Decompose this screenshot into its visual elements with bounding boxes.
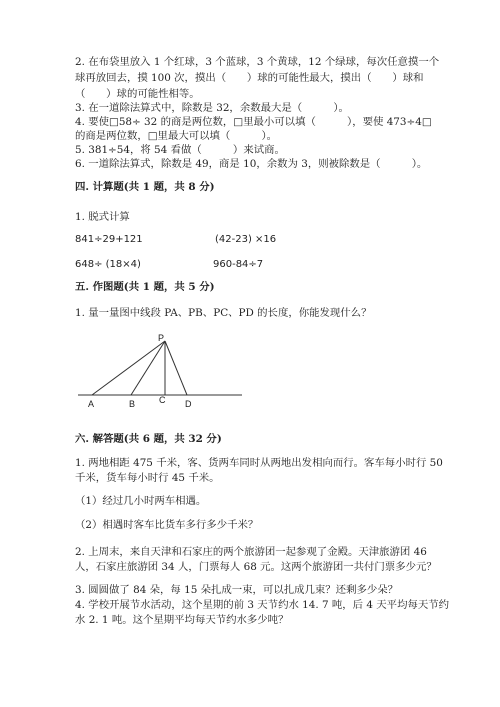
label-a: A bbox=[88, 399, 95, 409]
expr-2: (42-23) ×16 bbox=[215, 234, 277, 245]
q5-text: 5. 381÷54，将 54 看做（ ）来试商。 bbox=[75, 144, 285, 156]
section6-heading: 六. 解答题(共 6 题，共 32 分) bbox=[75, 433, 222, 445]
s6-q4-line1: 4. 学校开展节水活动，这个星期的前 3 天节约水 14. 7 吨，后 4 天平均每天节约 bbox=[75, 599, 450, 611]
segment-diagram bbox=[70, 333, 250, 413]
label-d: D bbox=[185, 399, 192, 409]
label-p: P bbox=[158, 333, 165, 343]
s6-q1-line1: 1. 两地相距 475 千米，客、货两车同时从两地出发相向而行。客车每小时行 50 bbox=[75, 457, 443, 469]
segment-pd bbox=[165, 341, 187, 395]
q2-line1: 2. 在布袋里放入 1 个红球，3 个蓝球，3 个黄球，12 个绿球，每次任意摸一个 bbox=[75, 56, 440, 68]
expr-1: 841÷29+121 bbox=[75, 234, 143, 245]
section4-heading: 四. 计算题(共 1 题，共 8 分) bbox=[75, 181, 215, 193]
q3-text: 3. 在一道除法算式中，除数是 32，余数最大是（ ）。 bbox=[75, 102, 349, 114]
s6-q1-line2: 千米，货车每小时行 45 千米。 bbox=[75, 472, 220, 484]
section5-heading: 五. 作图题(共 1 题，共 5 分) bbox=[75, 281, 215, 293]
segment-pa bbox=[92, 341, 165, 395]
expr-4: 960-84÷7 bbox=[213, 259, 264, 270]
section5-q1: 1. 量一量图中线段 PA、PB、PC、PD 的长度，你能发现什么？ bbox=[75, 307, 372, 319]
label-b: B bbox=[129, 399, 136, 409]
q4-line1: 4. 要使□58÷ 32 的商是两位数，□里最小可以填（ ），要使 473÷4□ bbox=[75, 116, 432, 128]
s6-q4-line2: 水 2. 1 吨。这个星期平均每天节约水多少吨？ bbox=[75, 614, 289, 626]
q2-line2: 球再放回去，摸 100 次，摸出（ ）球的可能性最大，摸出（ ）球和 bbox=[75, 72, 424, 84]
segment-pb bbox=[131, 341, 165, 395]
expr-3: 648÷ (18×4) bbox=[75, 259, 141, 270]
q2-line3: （ ）球的可能性相等。 bbox=[75, 88, 200, 100]
s6-q1-sub1: （1）经过几小时两车相遇。 bbox=[75, 495, 207, 507]
label-c: C bbox=[159, 395, 166, 405]
q4-line2: 的商是两位数，□里最大可以填（ ）。 bbox=[75, 130, 278, 142]
s6-q2-line1: 2. 上周末，来自天津和石家庄的两个旅游团一起参观了金殿。天津旅游团 46 bbox=[75, 546, 427, 558]
section4-q1-title: 1. 脱式计算 bbox=[75, 211, 130, 223]
s6-q2-line2: 人，石家庄旅游团 34 人，门票每人 68 元。这两个旅游团一共付门票多少元？ bbox=[75, 561, 437, 573]
s6-q3: 3. 圆圆做了 84 朵，每 15 朵扎成一束，可以扎成几束？还剩多少朵？ bbox=[75, 584, 399, 596]
q6-text: 6. 一道除法算式，除数是 49，商是 10，余数为 3，则被除数是（ ）。 bbox=[75, 158, 428, 170]
s6-q1-sub2: （2）相遇时客车比货车多行多少千米？ bbox=[75, 519, 259, 531]
